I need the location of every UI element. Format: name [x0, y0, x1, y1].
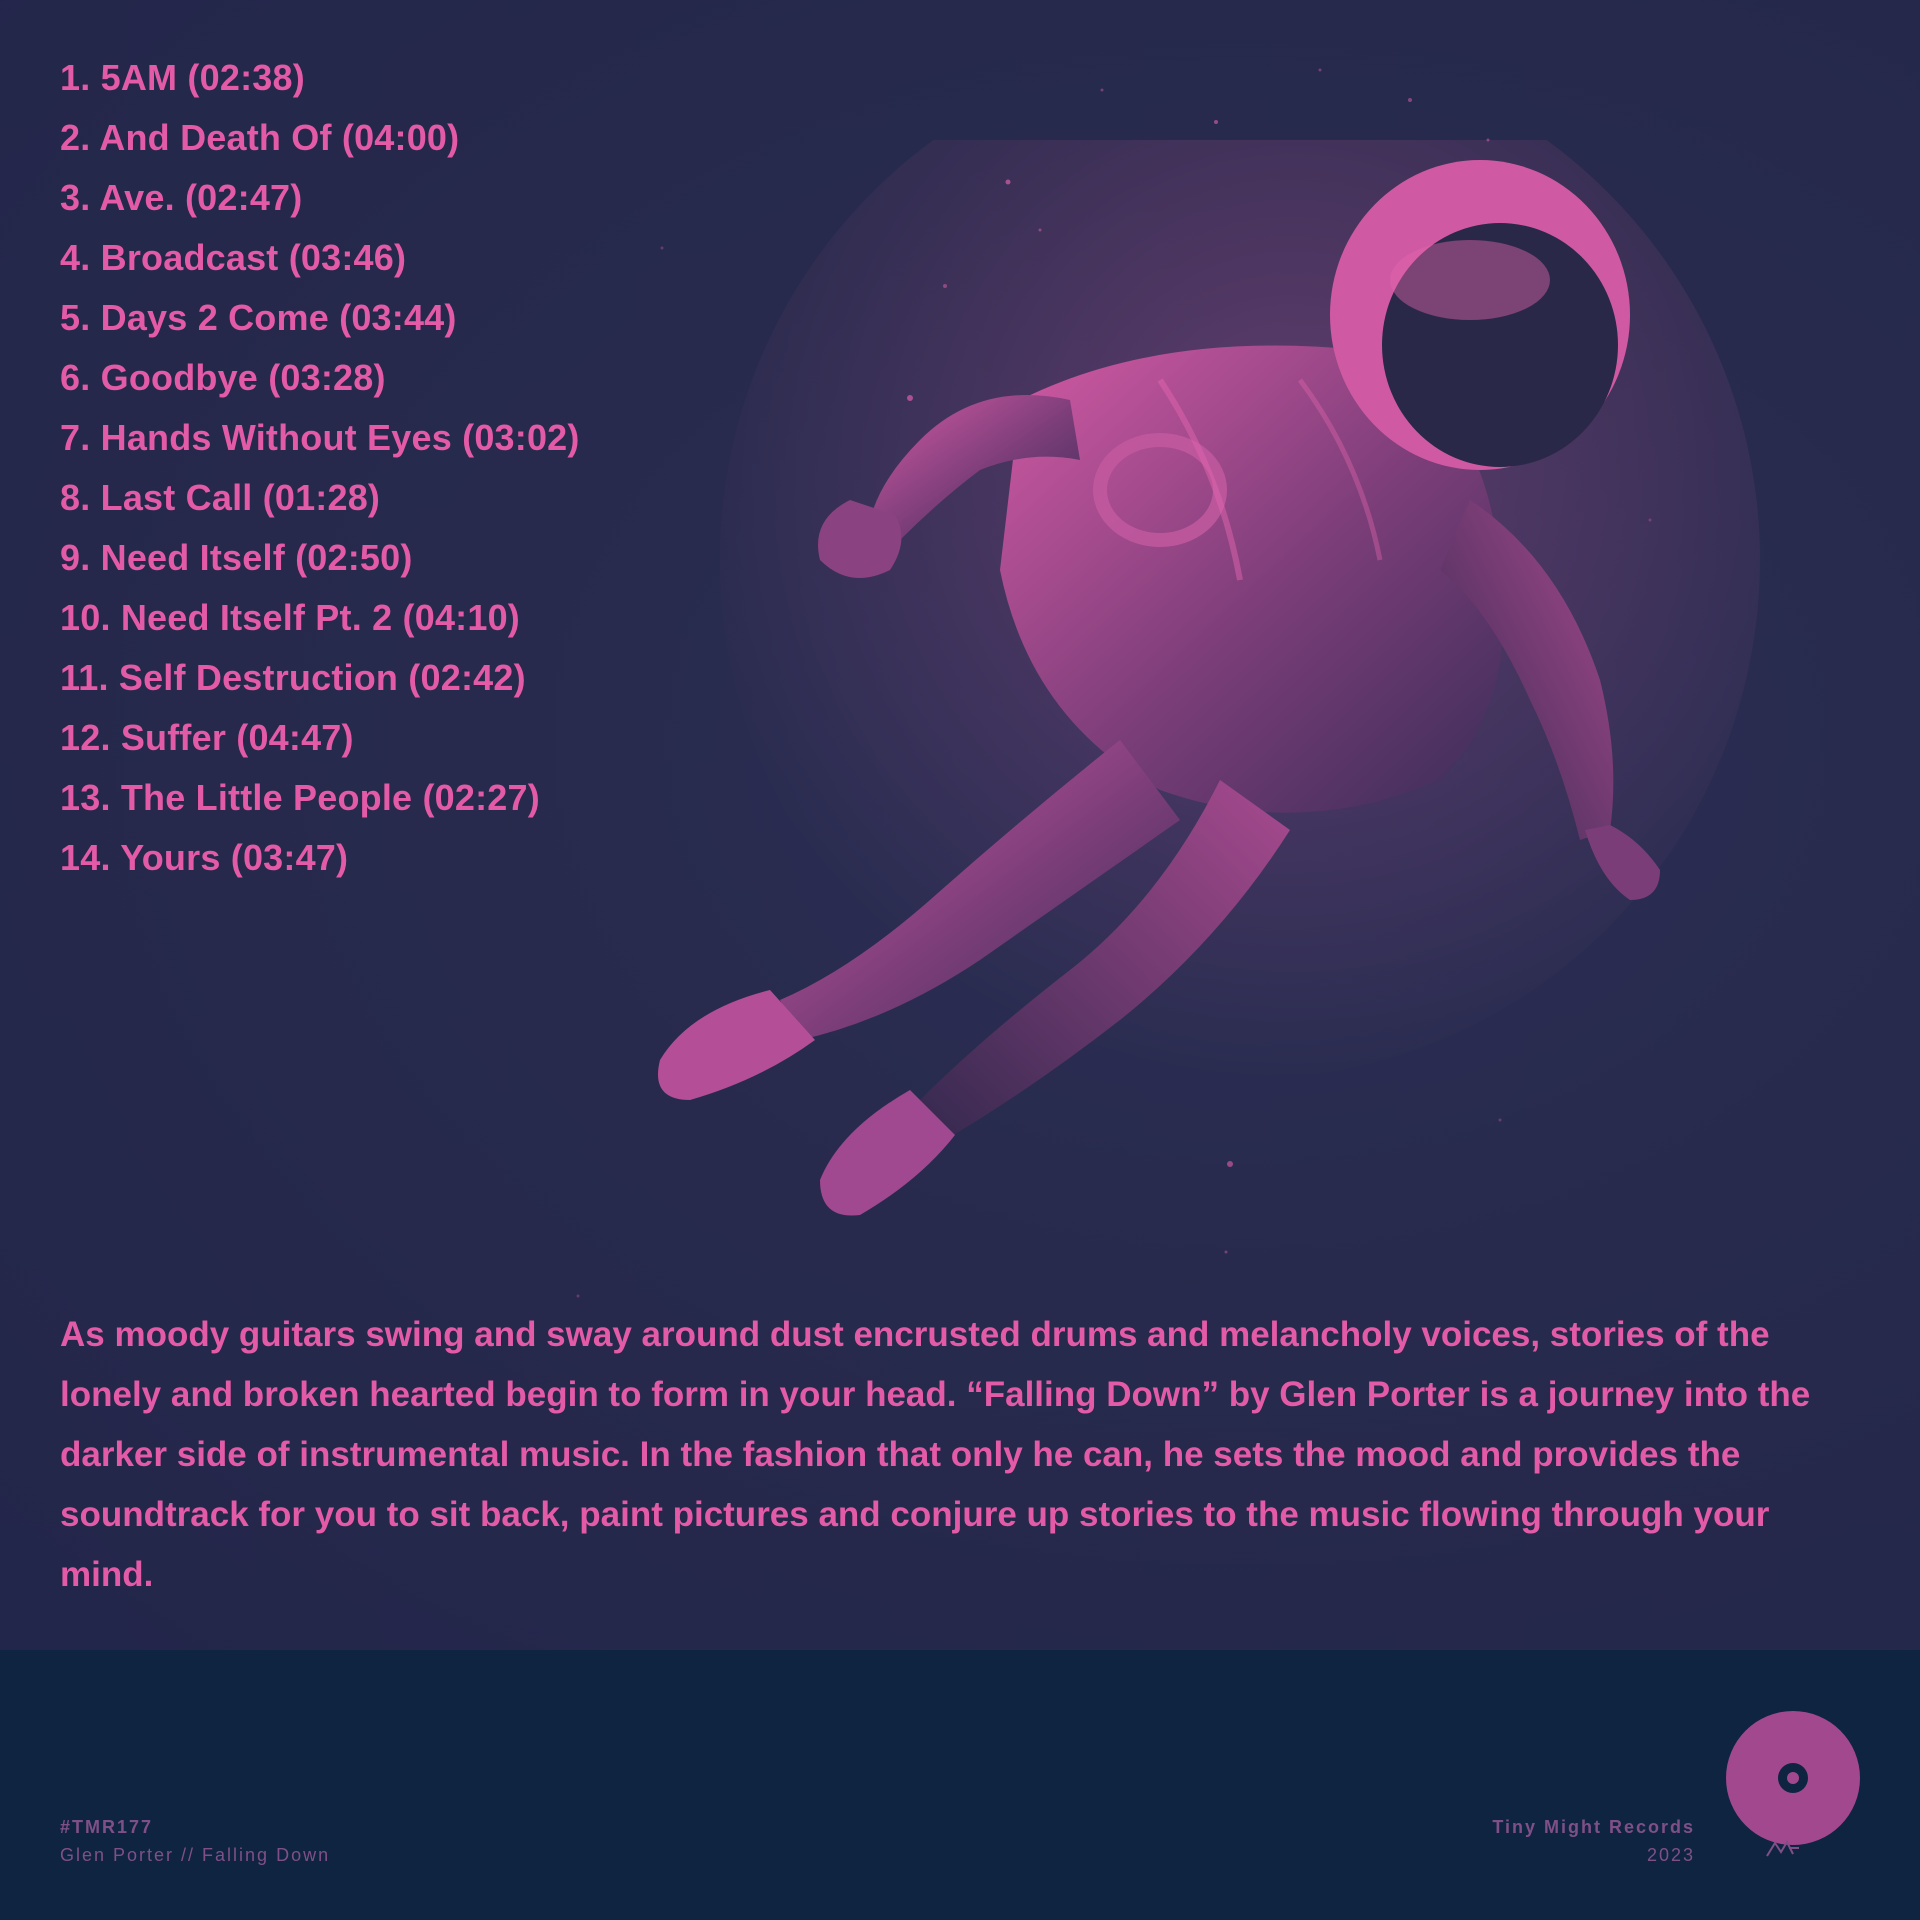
track-item: 6. Goodbye (03:28) — [60, 357, 386, 398]
record-label: Tiny Might Records — [1492, 1817, 1695, 1837]
track-item: 9. Need Itself (02:50) — [60, 537, 413, 578]
release-year: 2023 — [1646, 1845, 1695, 1865]
track-item: 1. 5AM (02:38) — [60, 57, 305, 98]
track-item: 8. Last Call (01:28) — [60, 477, 381, 518]
catalog-number: #TMR177 — [60, 1817, 154, 1837]
artist-album: Glen Porter // Falling Down — [60, 1845, 331, 1865]
album-description: As moody guitars swing and sway around dust encrusted drums and melancholy voices, stories of the lonely and broken hearted begin to form in your head. “Falling Down” by Glen Porter is a journey into the darker side of instrumental music. In the fashion that only he can, he sets the mood and provides the soundtrack for you to sit back, paint pictures and conjure up stories to the music flowing through your mind. — [60, 1315, 1811, 1594]
footer-right — [1492, 1813, 1695, 1869]
track-item: 14. Yours (03:47) — [60, 837, 349, 878]
footer-left — [60, 1813, 330, 1869]
track-item: 10. Need Itself Pt. 2 (04:10) — [60, 597, 520, 638]
track-item: 13. The Little People (02:27) — [60, 777, 540, 818]
tracklist — [60, 48, 580, 888]
astronaut-illustration — [600, 140, 1800, 1290]
track-item: 11. Self Destruction (02:42) — [60, 657, 526, 698]
track-item: 5. Days 2 Come (03:44) — [60, 297, 457, 338]
track-item: 2. And Death Of (04:00) — [60, 117, 460, 158]
track-item: 4. Broadcast (03:46) — [60, 237, 407, 278]
track-item: 3. Ave. (02:47) — [60, 177, 303, 218]
vinyl-record-logo-icon — [1725, 1710, 1861, 1860]
track-item: 12. Suffer (04:47) — [60, 717, 354, 758]
track-item: 7. Hands Without Eyes (03:02) — [60, 417, 580, 458]
footer — [0, 1650, 1920, 1920]
